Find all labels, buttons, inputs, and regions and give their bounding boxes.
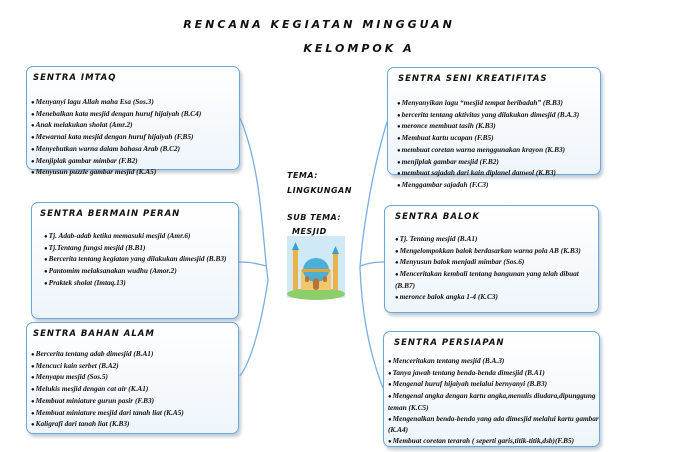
list-item: ● Menceritakan kembali tentang bangunan yang telah dibuat (B.B7) xyxy=(395,269,598,291)
sentra-imtaq-box xyxy=(26,66,240,177)
list-item: ● Mewarnai kata mesjid dengan huruf hijaiyah (F.B5) xyxy=(31,132,239,144)
list-item: ● Mengenalkan benda-benda yang ada dimesjid melalui kartu gambar (K.A4) xyxy=(388,414,599,436)
subtema-label: SUB TEMA: xyxy=(287,213,342,222)
sentra-peran-box xyxy=(31,202,239,319)
list-item: ● Melukis mesjid dengan cat air (K.A1) xyxy=(31,384,238,396)
page-title: RENCANA KEGIATAN MINGGUAN xyxy=(183,18,455,31)
list-item: ● Tanya jawab tentang benda-benda dimesjid (B.A1) xyxy=(388,368,599,380)
list-item: ● Anak melakukan sholat (Amr.2) xyxy=(31,120,239,132)
list-item: ● Mengenal huruf hijaiyah melalui bernyanyi (B.B3) xyxy=(388,379,599,391)
sentra-alam-box xyxy=(26,322,239,434)
mosque-icon xyxy=(287,236,345,298)
list-item: ● Tj. Tentang mesjid (B.A1) xyxy=(395,234,598,246)
list-item: ● Menyanyi lagu Allah maha Esa (Sos.3) xyxy=(31,97,239,109)
list-item: ● Pantomim melaksanakan wudhu (Amor.2) xyxy=(44,266,238,278)
list-item: ● Menyusun puzzle gambar mesjid (K.A5) xyxy=(31,167,239,179)
list-item: ● Membuat miniature gurun pasir (F.B3) xyxy=(31,396,238,408)
list-item: ● meronce balok angka 1-4 (K.C3) xyxy=(395,292,598,304)
list-item: ● Menyapu mesjid (Sos.5) xyxy=(31,372,238,384)
tema-label: TEMA: xyxy=(287,171,318,180)
list-item: ● Menyebutkan warna dalam bahasa Arab (B.C2) xyxy=(31,144,239,156)
list-item: ● Tj. Adab-adab ketika memasuki mesjid (Amr.6) xyxy=(44,231,238,243)
tema-value: LINGKUNGAN xyxy=(287,186,352,195)
sentra-persiapan-title: SENTRA PERSIAPAN xyxy=(394,338,505,348)
list-item: ● Menjiplak gambar mimbar (F.B2) xyxy=(31,156,239,168)
subtema-value: MESJID xyxy=(292,227,327,236)
sentra-seni-title: SENTRA SENI KREATIFITAS xyxy=(398,74,548,84)
list-item: ● Mengelompokkan balok berdasarkan warna pola AB (K.B3) xyxy=(395,246,598,258)
sentra-balok-title: SENTRA BALOK xyxy=(395,212,480,222)
list-item: ● menjiplak gambar mesjid (F.B2) xyxy=(397,157,600,169)
list-item: ● membuat sajadah dari kain diplanel danwol (K.B3) xyxy=(397,168,600,180)
list-item: ● Kaligrafi dari tanah liat (K.B3) xyxy=(31,419,238,431)
list-item: ● bercerita tentang aktivitas yang dilakukan dimesjid (B.A.3) xyxy=(397,110,600,122)
sentra-alam-title: SENTRA BAHAN ALAM xyxy=(33,329,155,339)
sentra-persiapan-box xyxy=(383,331,600,447)
list-item: ● Menyanyikan lagu “mesjid tempat beribadah” (B.B3) xyxy=(397,98,600,110)
sentra-peran-title: SENTRA BERMAIN PERAN xyxy=(40,209,181,219)
list-item: ● Tj.Tentang fungsi mesjid (B.B1) xyxy=(44,243,238,255)
sentra-imtaq-title: SENTRA IMTAQ xyxy=(33,73,117,83)
list-item: ● Menyusun balok menjadi mimbar (Sos.6) xyxy=(395,257,598,269)
list-item: ● Membuat miniature mesjid dari tanah liat (K.A5) xyxy=(31,408,238,420)
list-item: ● Menebalkan kata mesjid dengan huruf hijaiyah (B.C4) xyxy=(31,109,239,121)
list-item: ● membuat coretan warna menggunakan krayon (K.B3) xyxy=(397,145,600,157)
list-item: ● Mengenal angka dengan kartu angka,menulis diudara,dipunggung teman (K.C5) xyxy=(388,391,599,413)
list-item: ● meronce membuat tasih (K.B3) xyxy=(397,121,600,133)
list-item: ● Bercerita tentang kegiatan yang dilakukan dimesjid (B.B3) xyxy=(44,254,238,266)
list-item: ● Bercerita tentang adab dimesjid (B.A1) xyxy=(31,349,238,361)
page-subtitle: KELOMPOK A xyxy=(303,42,415,55)
list-item: ● Mencuci kain serbet (B.A2) xyxy=(31,361,238,373)
list-item: ● Praktek sholat (Imtaq.13) xyxy=(44,278,238,290)
list-item: ● Membuat coretan terarah ( seperti garis,titik-titik,dsb)(F.B5) xyxy=(388,436,599,448)
list-item: ● Menceritakan tentang mesjid (B.A.3) xyxy=(388,356,599,368)
list-item: ● Membuat kartu ucapan (F.B5) xyxy=(397,133,600,145)
sentra-seni-box xyxy=(387,67,601,189)
sentra-balok-box xyxy=(384,205,599,313)
list-item: ● Menggambar sajadah (F.C3) xyxy=(397,180,600,192)
